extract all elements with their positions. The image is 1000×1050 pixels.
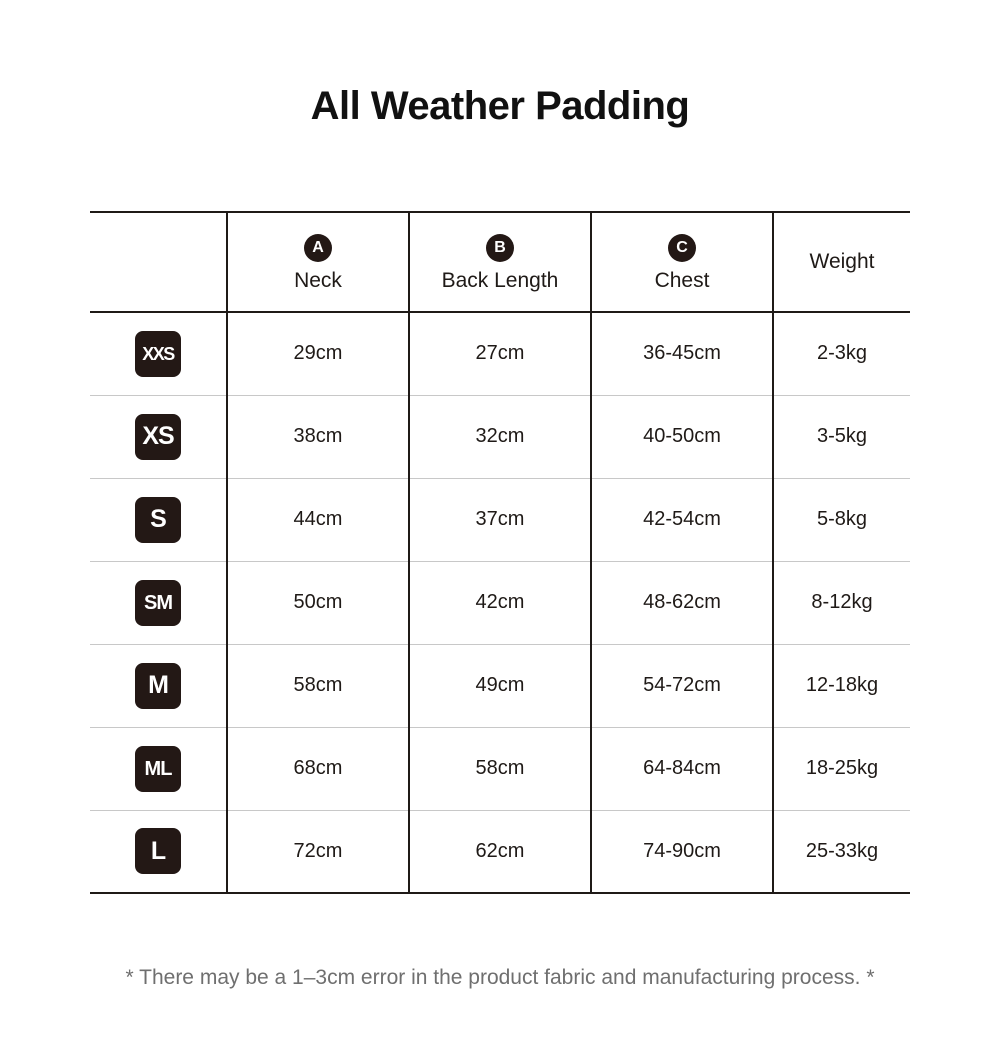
size-cell [90, 644, 227, 727]
chest-cell: 64-84cm [591, 727, 773, 810]
weight-cell: 25-33kg [773, 810, 910, 893]
size-badge: XXS [135, 331, 181, 377]
header-weight [773, 212, 910, 312]
back-length-cell: 32cm [409, 395, 591, 478]
table-row [90, 644, 910, 727]
size-cell [90, 312, 227, 395]
size-cell [90, 810, 227, 893]
table-row [90, 478, 910, 561]
table-row [90, 561, 910, 644]
neck-cell: 68cm [227, 727, 409, 810]
neck-cell: 72cm [227, 810, 409, 893]
header-chest [591, 212, 773, 312]
chest-cell: 40-50cm [591, 395, 773, 478]
weight-cell: 5-8kg [773, 478, 910, 561]
footnote: * There may be a 1–3cm error in the product fabric and manufacturing process. * [125, 966, 875, 989]
neck-cell: 50cm [227, 561, 409, 644]
page-title: All Weather Padding [310, 84, 690, 128]
header-weight-label: Weight [809, 250, 875, 273]
header-back-length-label: Back Length [441, 268, 559, 292]
size-badge: ML [135, 746, 181, 792]
back-length-cell: 27cm [409, 312, 591, 395]
header-size [90, 212, 227, 312]
header-neck-label: Neck [294, 268, 342, 292]
table-row [90, 810, 910, 893]
table-header-row [90, 212, 910, 312]
back-length-cell: 58cm [409, 727, 591, 810]
letter-a-badge: A [304, 234, 332, 262]
size-badge: XS [135, 414, 181, 460]
size-badge: SM [135, 580, 181, 626]
table-row [90, 727, 910, 810]
back-length-cell: 62cm [409, 810, 591, 893]
neck-cell: 38cm [227, 395, 409, 478]
neck-cell: 58cm [227, 644, 409, 727]
size-cell [90, 395, 227, 478]
weight-cell: 18-25kg [773, 727, 910, 810]
weight-cell: 12-18kg [773, 644, 910, 727]
weight-cell: 8-12kg [773, 561, 910, 644]
table-row [90, 395, 910, 478]
size-badge: S [135, 497, 181, 543]
neck-cell: 44cm [227, 478, 409, 561]
table-row [90, 312, 910, 395]
letter-c-badge: C [668, 234, 696, 262]
size-badge: L [135, 828, 181, 874]
chest-cell: 42-54cm [591, 478, 773, 561]
header-neck [227, 212, 409, 312]
size-cell [90, 478, 227, 561]
chest-cell: 36-45cm [591, 312, 773, 395]
weight-cell: 3-5kg [773, 395, 910, 478]
chest-cell: 54-72cm [591, 644, 773, 727]
neck-cell: 29cm [227, 312, 409, 395]
size-cell [90, 727, 227, 810]
letter-b-badge: B [486, 234, 514, 262]
back-length-cell: 37cm [409, 478, 591, 561]
back-length-cell: 49cm [409, 644, 591, 727]
chest-cell: 74-90cm [591, 810, 773, 893]
chest-cell: 48-62cm [591, 561, 773, 644]
back-length-cell: 42cm [409, 561, 591, 644]
header-chest-label: Chest [654, 268, 710, 292]
size-chart-table [90, 211, 910, 894]
weight-cell: 2-3kg [773, 312, 910, 395]
header-back-length [409, 212, 591, 312]
size-badge: M [135, 663, 181, 709]
size-cell [90, 561, 227, 644]
